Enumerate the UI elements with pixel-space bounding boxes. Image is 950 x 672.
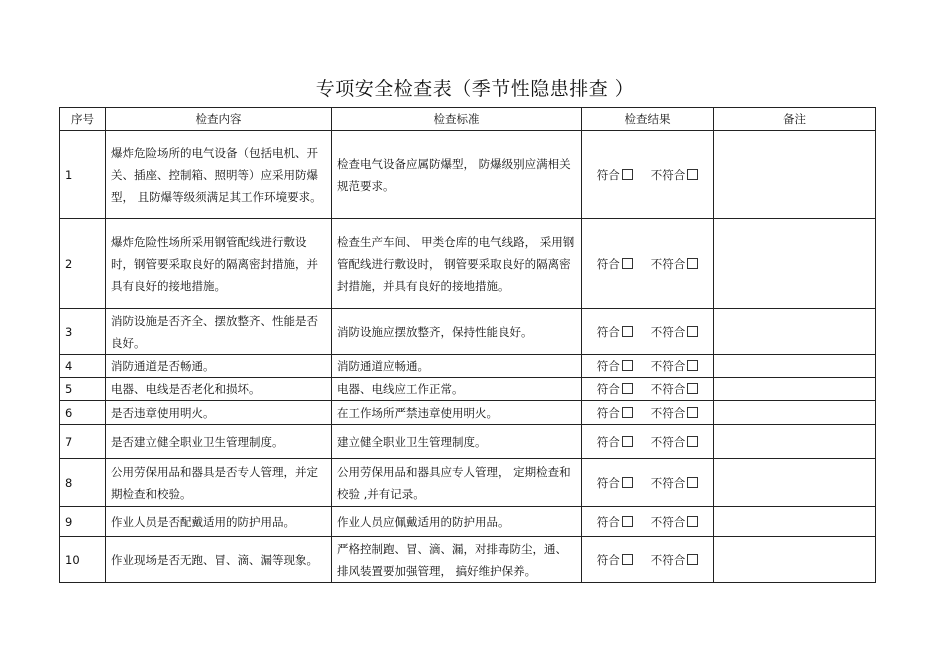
- pass-checkbox[interactable]: [622, 554, 633, 565]
- pass-checkbox[interactable]: [622, 360, 633, 371]
- fail-label: 不符合: [650, 382, 686, 396]
- row-number: 4: [60, 355, 106, 378]
- check-content: 消防通道是否畅通。: [106, 355, 332, 378]
- table-row: [60, 219, 876, 309]
- pass-label: 符合: [596, 552, 620, 567]
- fail-checkbox[interactable]: [687, 326, 698, 337]
- table-row: [60, 131, 876, 219]
- table-row: [60, 425, 876, 459]
- header-content: 检查内容: [106, 108, 332, 131]
- table-header-row: [60, 108, 876, 131]
- remark-cell[interactable]: [714, 131, 876, 219]
- check-result: [582, 131, 714, 219]
- check-result: [582, 309, 714, 355]
- pass-label: 符合: [596, 434, 620, 449]
- check-content: 公用劳保用品和器具是否专人管理，并定期检查和校验。: [106, 459, 332, 507]
- check-standard: 作业人员应佩戴适用的防护用品。: [332, 507, 582, 537]
- remark-cell[interactable]: [714, 425, 876, 459]
- check-standard: 建立健全职业卫生管理制度。: [332, 425, 582, 459]
- check-standard: 在工作场所严禁违章使用明火。: [332, 401, 582, 425]
- header-result: 检查结果: [582, 108, 714, 131]
- check-result: [582, 401, 714, 425]
- row-number: 2: [60, 219, 106, 309]
- fail-label: 不符合: [650, 167, 686, 182]
- pass-checkbox[interactable]: [622, 436, 633, 447]
- fail-label: 不符合: [650, 256, 686, 271]
- remark-cell[interactable]: [714, 309, 876, 355]
- pass-label: 符合: [596, 256, 620, 271]
- table-row: [60, 507, 876, 537]
- table-row: [60, 309, 876, 355]
- table-row: [60, 401, 876, 425]
- fail-label: 不符合: [650, 324, 686, 339]
- pass-checkbox[interactable]: [622, 383, 633, 394]
- check-content: 作业现场是否无跑、冒、滴、漏等现象。: [106, 537, 332, 583]
- check-content: 作业人员是否配戴适用的防护用品。: [106, 507, 332, 537]
- check-result: [582, 355, 714, 378]
- pass-checkbox[interactable]: [622, 516, 633, 527]
- header-remark: 备注: [714, 108, 876, 131]
- check-standard: 电器、电线应工作正常。: [332, 378, 582, 401]
- remark-cell[interactable]: [714, 459, 876, 507]
- fail-label: 不符合: [650, 405, 686, 420]
- header-no: 序号: [60, 108, 106, 131]
- row-number: 1: [60, 131, 106, 219]
- fail-checkbox[interactable]: [687, 477, 698, 488]
- check-result: [582, 378, 714, 401]
- pass-checkbox[interactable]: [622, 407, 633, 418]
- check-content: 消防设施是否齐全、摆放整齐、性能是否良好。: [106, 309, 332, 355]
- check-standard: 检查电气设备应属防爆型， 防爆级别应满相关规范要求。: [332, 131, 582, 219]
- remark-cell[interactable]: [714, 378, 876, 401]
- row-number: 6: [60, 401, 106, 425]
- fail-checkbox[interactable]: [687, 407, 698, 418]
- pass-label: 符合: [596, 167, 620, 182]
- header-standard: 检查标准: [332, 108, 582, 131]
- fail-label: 不符合: [650, 475, 686, 490]
- remark-cell[interactable]: [714, 219, 876, 309]
- fail-label: 不符合: [650, 514, 686, 529]
- check-result: [582, 425, 714, 459]
- check-result: [582, 219, 714, 309]
- pass-label: 符合: [596, 359, 620, 373]
- check-content: 爆炸危险性场所采用钢管配线进行敷设时，钢管要采取良好的隔离密封措施，并具有良好的接地措施。: [106, 219, 332, 309]
- check-content: 是否建立健全职业卫生管理制度。: [106, 425, 332, 459]
- remark-cell[interactable]: [714, 401, 876, 425]
- pass-label: 符合: [596, 382, 620, 396]
- check-result: [582, 507, 714, 537]
- pass-label: 符合: [596, 514, 620, 529]
- fail-checkbox[interactable]: [687, 383, 698, 394]
- fail-label: 不符合: [650, 552, 686, 567]
- pass-label: 符合: [596, 324, 620, 339]
- check-standard: 严格控制跑、冒、滴、漏，对排毒防尘，通、排风装置要加强管理， 搞好维护保养。: [332, 537, 582, 583]
- check-content: 是否违章使用明火。: [106, 401, 332, 425]
- check-result: [582, 459, 714, 507]
- table-row: [60, 459, 876, 507]
- pass-label: 符合: [596, 405, 620, 420]
- pass-checkbox[interactable]: [622, 477, 633, 488]
- fail-checkbox[interactable]: [687, 360, 698, 371]
- pass-label: 符合: [596, 475, 620, 490]
- check-result: [582, 537, 714, 583]
- table-row: [60, 537, 876, 583]
- row-number: 9: [60, 507, 106, 537]
- table-row: [60, 355, 876, 378]
- check-content: 电器、电线是否老化和损坏。: [106, 378, 332, 401]
- row-number: 7: [60, 425, 106, 459]
- check-standard: 消防设施应摆放整齐，保持性能良好。: [332, 309, 582, 355]
- check-content: 爆炸危险场所的电气设备（包括电机、开关、插座、控制箱、照明等）应采用防爆型， 且防爆等级须满足其工作环境要求。: [106, 131, 332, 219]
- row-number: 8: [60, 459, 106, 507]
- row-number: 10: [60, 537, 106, 583]
- fail-checkbox[interactable]: [687, 258, 698, 269]
- pass-checkbox[interactable]: [622, 258, 633, 269]
- row-number: 5: [60, 378, 106, 401]
- pass-checkbox[interactable]: [622, 326, 633, 337]
- fail-checkbox[interactable]: [687, 436, 698, 447]
- row-number: 3: [60, 309, 106, 355]
- fail-label: 不符合: [650, 434, 686, 449]
- check-standard: 公用劳保用品和器具应专人管理， 定期检查和校验 ,并有记录。: [332, 459, 582, 507]
- fail-checkbox[interactable]: [687, 516, 698, 527]
- pass-checkbox[interactable]: [622, 169, 633, 180]
- fail-checkbox[interactable]: [687, 554, 698, 565]
- remark-cell[interactable]: [714, 355, 876, 378]
- remark-cell[interactable]: [714, 537, 876, 583]
- safety-check-table: [59, 107, 876, 583]
- remark-cell[interactable]: [714, 507, 876, 537]
- check-standard: 消防通道应畅通。: [332, 355, 582, 378]
- check-standard: 检查生产车间、 甲类仓库的电气线路， 采用钢管配线进行敷设时， 钢管要采取良好的隔离密封措施，并具有良好的接地措施。: [332, 219, 582, 309]
- table-row: [60, 378, 876, 401]
- page-title: 专项安全检查表（季节性隐患排查 ）: [315, 78, 635, 100]
- fail-checkbox[interactable]: [687, 169, 698, 180]
- fail-label: 不符合: [650, 359, 686, 373]
